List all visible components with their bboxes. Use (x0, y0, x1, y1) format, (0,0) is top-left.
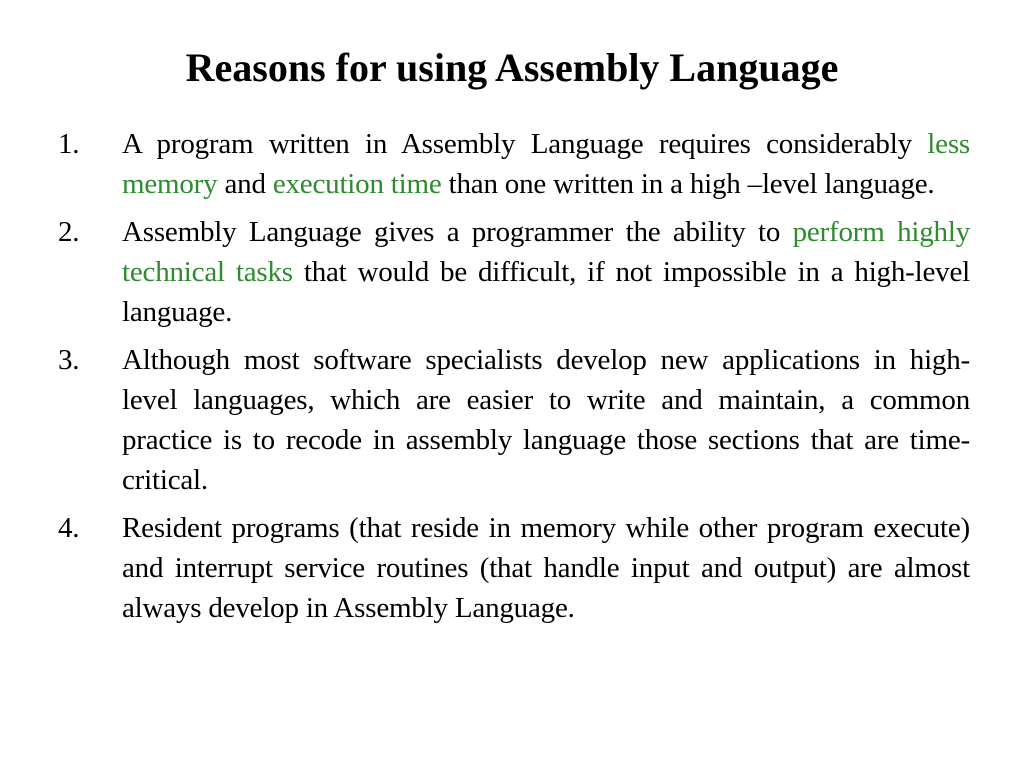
list-item-text: and (217, 168, 273, 200)
highlighted-phrase: execution time (272, 168, 442, 200)
list-item-number: 4. (58, 512, 80, 544)
highlighted-phrase: perform highly technical tasks (122, 216, 970, 288)
list-item (58, 212, 970, 332)
reasons-list (58, 124, 970, 636)
list-item (58, 340, 970, 500)
list-item (58, 508, 970, 628)
list-item-text: that would be difficult, if not impossible in a high-level language. (122, 256, 970, 328)
list-item-text: Although most software specialists develop new applications in high-level languages, which are easier to write and maintain, a common practice is to recode in assembly language those sections that are time-critical. (122, 344, 970, 496)
slide-title: Reasons for using Assembly Language (185, 45, 839, 90)
list-item-number: 1. (58, 128, 80, 160)
list-item-text: than one written in a high –level language. (441, 168, 935, 200)
list-item-text: Resident programs (that reside in memory while other program execute) and interrupt service routines (that handle input and output) are almost always develop in Assembly Language. (122, 512, 970, 624)
highlighted-phrase: less memory (122, 128, 970, 200)
list-item-text: Assembly Language gives a programmer the ability to (122, 216, 793, 248)
list-item-number: 3. (58, 344, 80, 376)
list-item-number: 2. (58, 216, 80, 248)
list-item-text: A program written in Assembly Language requires considerably (122, 128, 928, 160)
list-item (58, 124, 970, 204)
